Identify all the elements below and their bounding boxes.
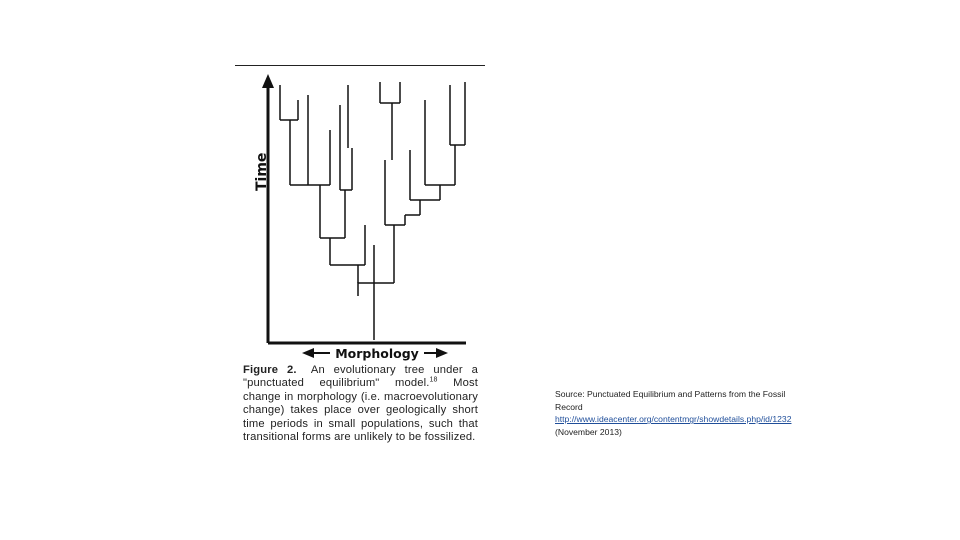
morphology-axis-label: Morphology [335, 346, 419, 361]
source-date: (November 2013) [555, 426, 622, 437]
source-citation [555, 388, 795, 438]
caption-text-2: Most change in morphology (i.e. macroevolutionary change) takes place over geologically short time periods in small populations, such that transitional forms are unlikely to be fossilized. [243, 377, 478, 444]
tree-branches [280, 82, 465, 340]
figure-caption [243, 364, 478, 444]
time-axis [262, 74, 274, 343]
source-title: Source: Punctuated Equilibrium and Patterns from the Fossil Record [555, 389, 786, 412]
caption-text-1: An evolutionary tree under a "punctuated equilibrium" model. [243, 364, 478, 390]
branch-node-bottom [358, 283, 394, 296]
figure-label: Figure 2. [243, 364, 297, 376]
source-link[interactable]: http://www.ideacenter.org/contentmgr/showdetails.php/id/1232 [555, 414, 792, 425]
top-rule [235, 65, 485, 66]
caption-reference: 18 [429, 376, 438, 384]
time-axis-label: Time [254, 152, 270, 191]
evolutionary-tree-diagram [240, 70, 480, 365]
